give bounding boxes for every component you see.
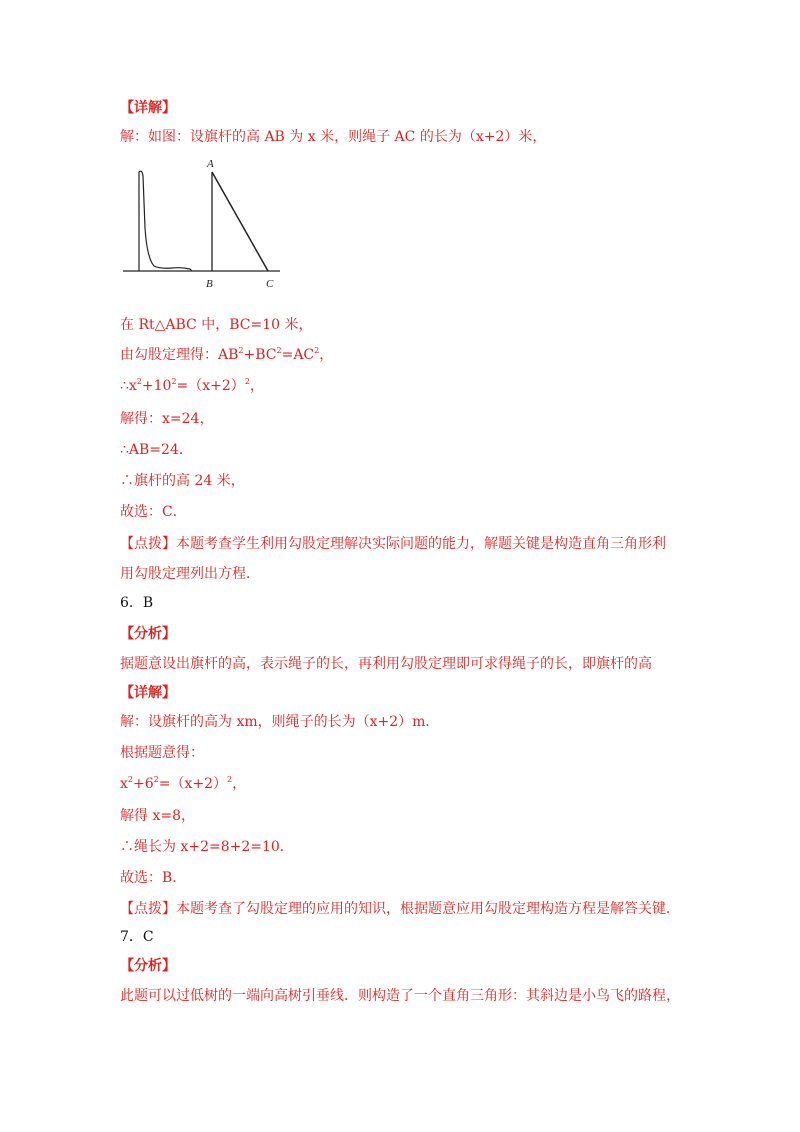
step-pythagoras: 由勾股定理得：$AB^2+BC^2=AC^2$， — [120, 346, 334, 363]
flagpole-figure — [120, 158, 285, 293]
step-given: 在 Rt△ABC 中，BC=10 米， — [120, 317, 313, 333]
detail-heading-2: 【详解】 — [120, 685, 176, 701]
solution-6-setup: 根据题意得： — [120, 745, 204, 761]
question-7-answer: 7．C — [120, 929, 154, 945]
analysis-heading-2: 【分析】 — [120, 958, 176, 974]
solution-6-equation: $x^2+6^2=(x+2)^2$， — [120, 775, 247, 792]
solution-6-intro: 解：设旗杆的高为 xm，则绳子的长为（x+2）m． — [120, 714, 440, 730]
solution-6-rope: ∴绳长为 x+2=8+2=10． — [120, 839, 294, 855]
step-solve: 解得：x=24， — [120, 411, 214, 427]
question-6-answer: 6．B — [120, 595, 154, 611]
step-equation: $\therefore x^2+10^2=(x+2)^2$， — [120, 377, 264, 394]
label-c: C — [266, 278, 274, 290]
solution-intro: 解：如图：设旗杆的高 AB 为 x 米，则绳子 AC 的长为（x+2）米， — [120, 129, 547, 145]
analysis-heading: 【分析】 — [120, 626, 176, 642]
comment-2: 【点拨】本题考查了勾股定理的应用的知识，根据题意应用勾股定理构造方程是解答关键． — [120, 901, 680, 917]
step-ab: ∴AB=24． — [120, 442, 193, 458]
analysis-text: 据题意设出旗杆的高，表示绳子的长，再利用勾股定理即可求得绳子的长，即旗杆的高 — [120, 656, 652, 672]
label-a: A — [207, 158, 214, 170]
segment-ac — [212, 172, 268, 271]
analysis-7-text: 此题可以过低树的一端向高树引垂线．则构造了一个直角三角形：其斜边是小鸟飞的路程， — [120, 988, 680, 1004]
answer-b: 故选：B． — [120, 870, 187, 886]
label-b: B — [206, 278, 213, 290]
answer-c: 故选：C． — [120, 504, 187, 520]
detail-heading: 【详解】 — [120, 100, 176, 116]
solution-6-solve: 解得 x=8， — [120, 808, 195, 824]
step-height: ∴旗杆的高 24 米， — [120, 473, 245, 489]
comment-1-cont: 用勾股定理列出方程． — [120, 566, 260, 582]
comment-1: 【点拨】本题考查学生利用勾股定理解决实际问题的能力，解题关键是构造直角三角形利 — [120, 536, 666, 552]
flag-outline — [139, 171, 192, 271]
